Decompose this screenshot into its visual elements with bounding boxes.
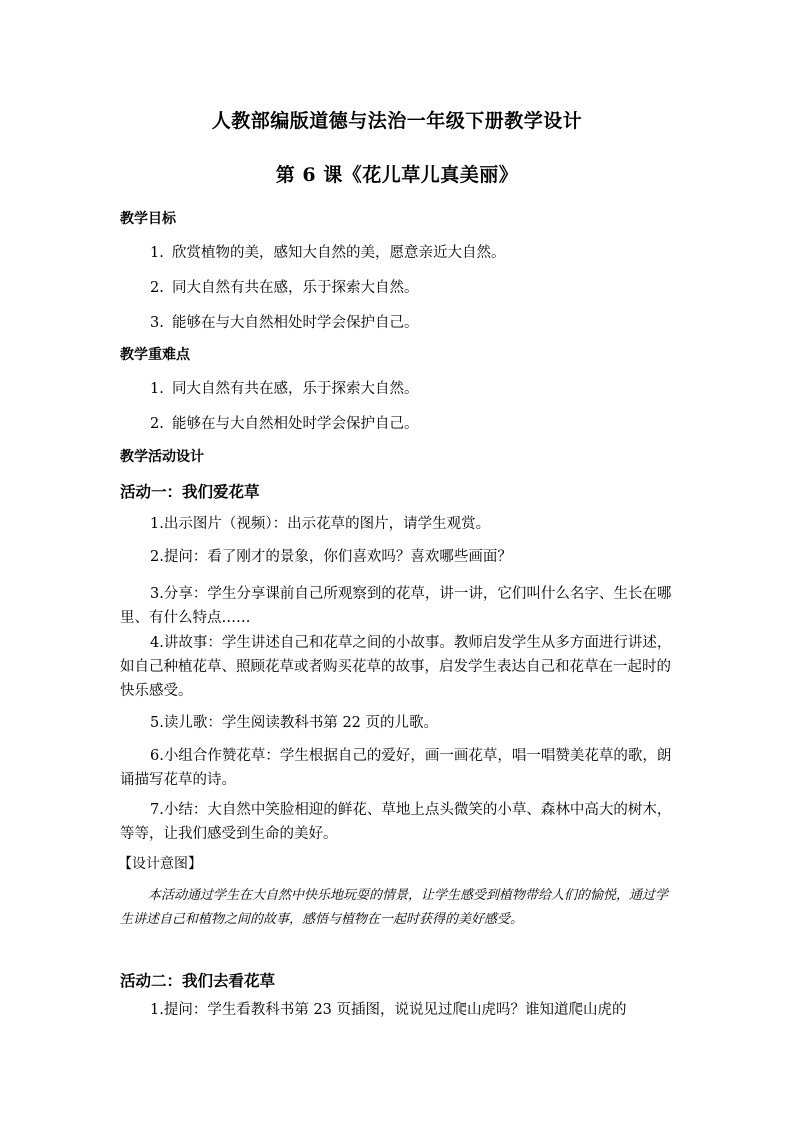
activity-design-heading: 教学活动设计: [120, 449, 204, 465]
key-point-item: 2. 能够在与大自然相处时学会保护自己。: [150, 416, 419, 432]
activity1-para: 5.读儿歌：学生阅读教科书第 22 页的儿歌。: [150, 715, 439, 731]
design-intent-text: 本活动通过学生在大自然中快乐地玩耍的情景，让学生感受到植物带给人们的愉悦，通过学生讲述自己和植物之间的故事，感悟与植物在一起时获得的美好感受。: [120, 888, 669, 927]
activity1-para: 4.讲故事：学生讲述自己和花草之间的小故事。教师启发学生从多方面进行讲述，如自己种植花草、照顾花草或者购买花草的故事，启发学生表达自己和花草在一起时的快乐感受。: [120, 635, 672, 699]
activity1-para: 6.小组合作赞花草：学生根据自己的爱好，画一画花草，唱一唱赞美花草的歌，朗诵描写花草的诗。: [120, 748, 672, 788]
activity1-heading: 活动一：我们爱花草: [120, 482, 260, 501]
activity1-para: 7.小结：大自然中笑脸相迎的鲜花、草地上点头微笑的小草、森林中高大的树木，等等，让我们感受到生命的美好。: [120, 802, 672, 842]
activity2-heading: 活动二：我们去看花草: [120, 971, 276, 990]
document-title: 人教部编版道德与法治一年级下册教学设计: [211, 110, 583, 132]
goal-item: 3. 能够在与大自然相处时学会保护自己。: [150, 315, 419, 331]
key-points-heading: 教学重难点: [120, 347, 190, 363]
activity1-para: 2.提问：看了刚才的景象，你们喜欢吗？喜欢哪些画面？: [150, 549, 512, 565]
lesson-title: 第 6 课《花儿草儿真美丽》: [275, 164, 519, 186]
activity1-para: 3.分享：学生分享课前自己所观察到的花草，讲一讲，它们叫什么名字、生长在哪里、有什么特点……: [120, 586, 672, 626]
design-intent-label: 【设计意图】: [118, 856, 202, 872]
activity1-para: 1.出示图片（视频）：出示花草的图片，请学生观赏。: [150, 516, 491, 532]
goal-item: 1. 欣赏植物的美，感知大自然的美，愿意亲近大自然。: [150, 245, 506, 261]
key-point-item: 1. 同大自然有共在感，乐于探索大自然。: [150, 381, 419, 397]
goals-heading: 教学目标: [120, 211, 176, 227]
goal-item: 2. 同大自然有共在感，乐于探索大自然。: [150, 280, 419, 296]
activity2-para: 1.提问：学生看教科书第 23 页插图，说说见过爬山虎吗？谁知道爬山虎的: [150, 1002, 627, 1018]
